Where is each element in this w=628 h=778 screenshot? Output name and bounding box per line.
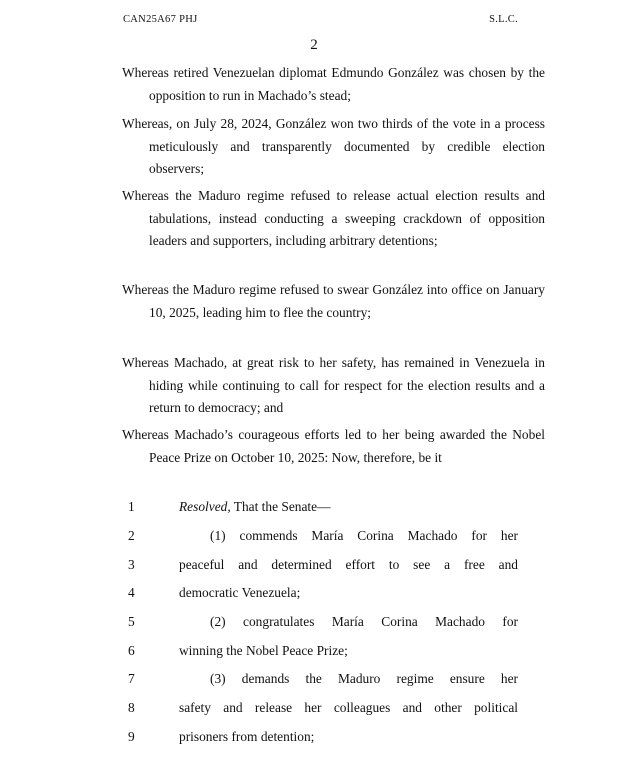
whereas-clause: Whereas Machado’s courageous efforts led to her being awarded the Nobel Peace Prize on October 10, 2025: Now, therefore, be it (122, 427, 545, 465)
line-number: 3 (128, 557, 135, 572)
whereas-clause: Whereas retired Venezuelan diplomat Edmundo González was chosen by the opposition to run in Machado’s stead; (122, 65, 545, 103)
line-number: 9 (128, 729, 135, 744)
resolved-intro-text: That the Senate— (230, 499, 331, 514)
resolution-line: (3) demands the Maduro regime ensure her (210, 671, 518, 686)
line-number: 5 (128, 614, 135, 629)
line-number: 2 (128, 528, 135, 543)
line-number: 4 (128, 585, 135, 600)
whereas-clause: Whereas the Maduro regime refused to swear González into office on January 10, 2025, leading him to flee the country; (122, 282, 545, 320)
resolution-line: safety and release her colleagues and other political (179, 700, 518, 715)
whereas-clause: Whereas the Maduro regime refused to release actual election results and tabulations, instead conducting a sweeping crackdown of opposition leaders and supporters, including arbitrary detentions; (122, 188, 545, 248)
document-id: CAN25A67 PHJ (123, 14, 198, 25)
line-number: 6 (128, 643, 135, 658)
office-code: S.L.C. (489, 14, 518, 25)
resolution-line: democratic Venezuela; (179, 585, 301, 600)
line-number: 8 (128, 700, 135, 715)
page-number: 2 (310, 37, 318, 53)
line-number: 1 (128, 499, 135, 514)
resolution-line: winning the Nobel Peace Prize; (179, 643, 348, 658)
whereas-clause: Whereas, on July 28, 2024, González won two thirds of the vote in a process meticulously and transparently documented by credible election observers; (122, 116, 545, 176)
line-number: 7 (128, 671, 135, 686)
resolved-word: Resolved, (179, 499, 231, 514)
resolution-line: prisoners from detention; (179, 729, 315, 744)
resolution-line: (1) commends María Corina Machado for her (210, 528, 518, 543)
resolution-line: (2) congratulates María Corina Machado for (210, 614, 518, 629)
whereas-clause: Whereas Machado, at great risk to her safety, has remained in Venezuela in hiding while continuing to call for respect for the election results and a return to democracy; and (122, 355, 545, 415)
resolution-line: peaceful and determined effort to see a free and (179, 557, 518, 572)
resolved-intro (179, 499, 518, 515)
